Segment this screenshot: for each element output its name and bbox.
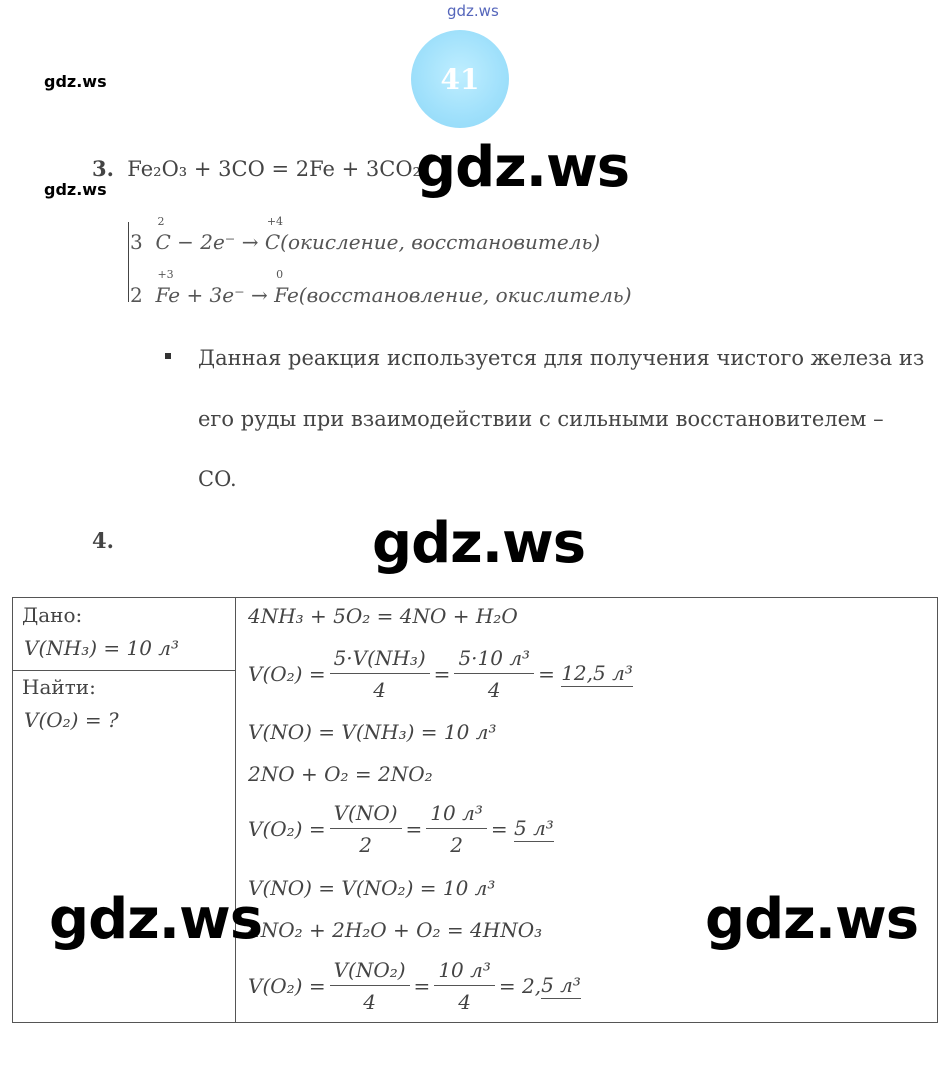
half2-left: Fe [155,283,181,307]
half1-middle: − 2e⁻ → [177,230,259,254]
calc1-f1-num: 5·V(NH₃) [330,646,430,674]
calc1-f2-den: 4 [487,678,501,702]
bullet-line: его руды при взаимодействии с сильными восстановителем – [198,407,884,431]
calc2-fraction-2 [426,801,487,857]
half1-ox-right: +4 [266,215,284,228]
watermark-big: gdz.ws [416,135,630,200]
half2-note: (восстановление, окислитель) [298,283,632,307]
calc3-f1-num: V(NO₂) [330,958,410,986]
find-value: V(O₂) = ? [24,708,119,732]
calc2-result: 5 л³ [513,816,554,840]
calc1-f1-den: 4 [373,678,386,702]
watermark-big: gdz.ws [372,511,586,576]
calc1-equals-2: = [538,662,555,686]
calc2-fraction-1 [330,801,402,857]
reaction-2: V(NO) = V(NH₃) = 10 л³ [248,720,497,744]
task3-equation: Fe₂O₃ + 3CO = 2Fe + 3CO₂ [127,157,421,181]
half2-coef: 2 [130,283,143,307]
calculation-2 [248,801,554,857]
calc3-f2-num: 10 л³ [434,958,495,986]
page-number-badge [411,30,509,128]
calc1-lhs: V(O₂) = [248,662,326,686]
task3-header [92,156,421,181]
given-value: V(NH₃) = 10 л³ [24,636,180,660]
half-reaction-reduction [130,268,632,307]
half2-ox-left: +3 [157,268,174,281]
calculation-3 [248,958,581,1014]
half1-ox-left: 2 [157,215,165,228]
bullet-line: Данная реакция используется для получения чистого железа из [198,346,925,370]
task4-number: 4. [92,528,114,553]
watermark-top: gdz.ws [447,2,499,20]
task3-number: 3. [92,156,114,181]
half1-note: (окисление, восстановитель) [280,230,601,254]
given-label: Дано: [22,603,83,627]
calc1-f2-num: 5·10 л³ [454,646,534,674]
find-label: Найти: [22,675,96,699]
calc1-equals: = [433,662,451,686]
watermark-big: gdz.ws [49,887,263,952]
bullet-line: CO. [198,467,237,491]
calc2-equals-2: = [490,817,508,841]
half1-right: C [264,230,281,254]
reaction-4: V(NO) = V(NO₂) = 10 л³ [248,876,496,900]
half1-left: C [155,230,171,254]
calc2-f2-den: 2 [450,833,463,857]
watermark-small: gdz.ws [44,72,107,91]
half-reaction-oxidation [130,215,601,254]
table-row-divider [12,670,236,671]
reaction-5: 4NO₂ + 2H₂O + O₂ = 4HNO₃ [248,918,543,942]
reaction-1: 4NH₃ + 5O₂ = 4NO + H₂O [248,604,518,628]
redox-divider [128,222,129,302]
calc2-f2-num: 10 л³ [426,801,487,829]
calc3-f2-den: 4 [458,990,471,1014]
calc1-fraction-1 [330,646,430,702]
calc3-fraction-1 [330,958,410,1014]
calculation-1 [248,646,633,702]
half2-right: Fe [274,283,299,307]
calc2-equals: = [405,817,423,841]
calc1-fraction-2 [454,646,534,702]
calc3-equals: = [413,974,431,998]
half2-ox-right: 0 [276,268,284,281]
reaction-3: 2NO + O₂ = 2NO₂ [248,762,433,786]
calc2-f1-den: 2 [359,833,372,857]
half2-middle: + 3e⁻ → [186,283,268,307]
calc3-fraction-2 [434,958,495,1014]
page-number: 41 [440,62,480,96]
calc2-f1-num: V(NO) [330,801,402,829]
calc3-equals-2: = 2, [498,974,542,998]
calc3-lhs: V(O₂) = [248,974,326,998]
calc3-f1-den: 4 [363,990,376,1014]
half1-coef: 3 [130,230,143,254]
table-column-divider [235,597,236,1023]
bullet-icon [165,353,171,359]
watermark-small: gdz.ws [44,180,107,199]
watermark-big: gdz.ws [705,887,919,952]
calc1-result: 12,5 л³ [561,661,633,685]
calc2-lhs: V(O₂) = [248,817,326,841]
calc3-result: 5 л³ [541,973,581,997]
